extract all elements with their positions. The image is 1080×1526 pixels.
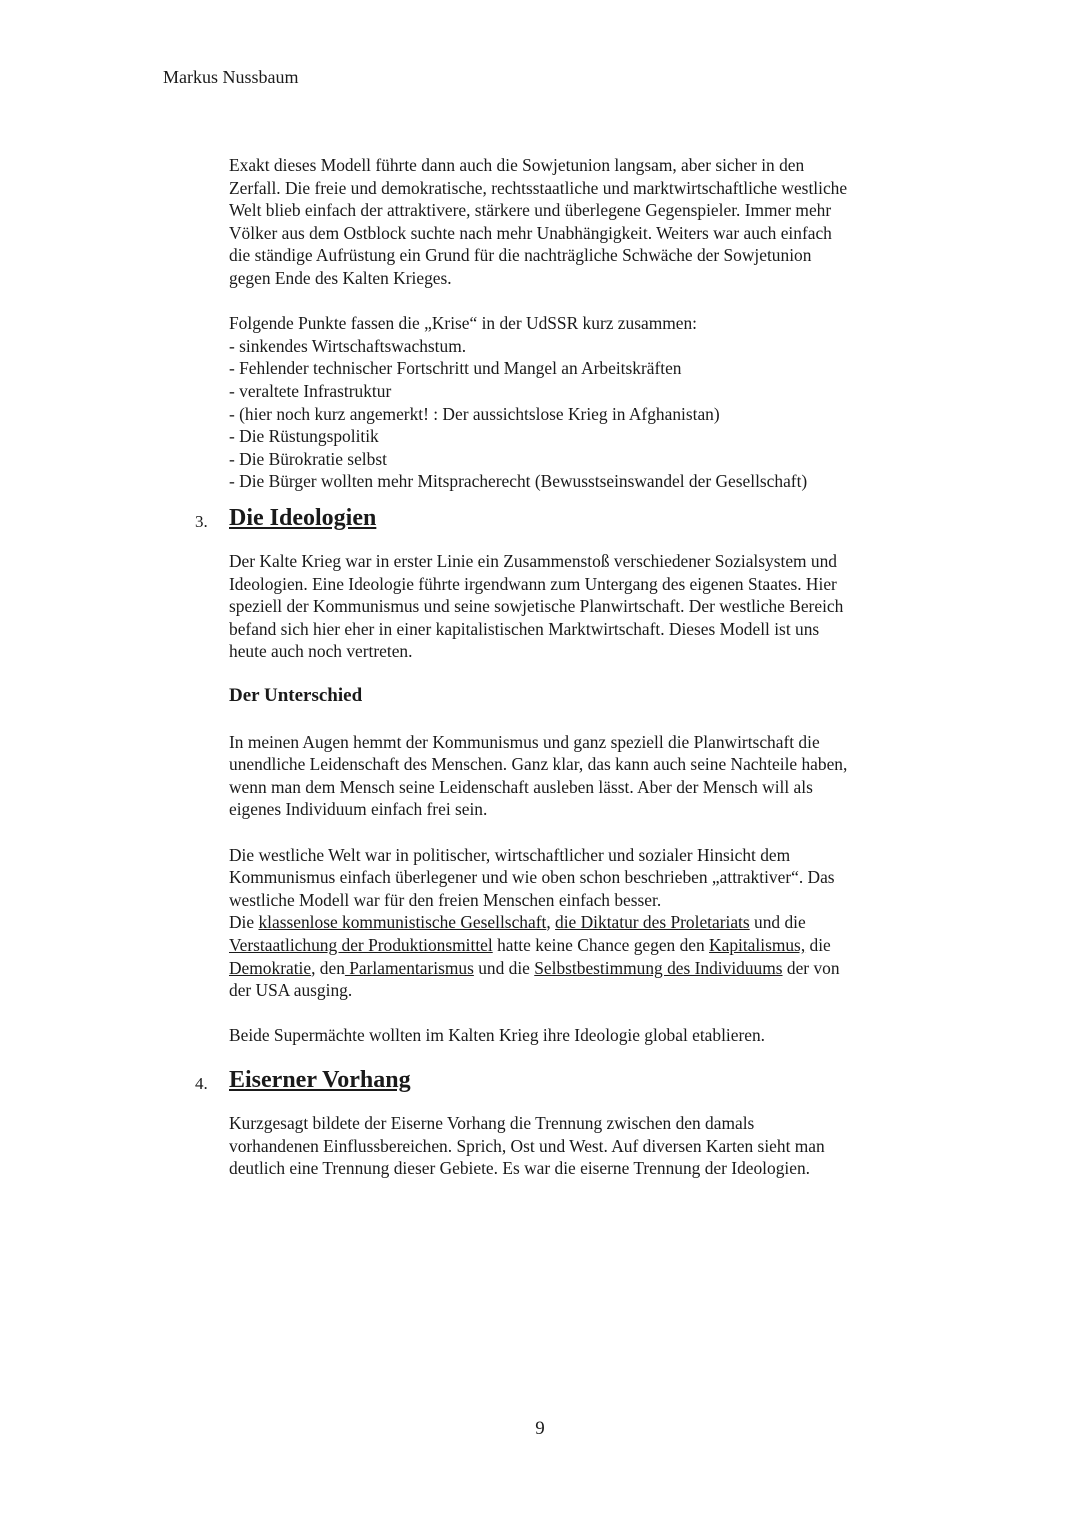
paragraph-iron-curtain: Kurzgesagt bildete der Eiserne Vorhang die Trennung zwischen den damals vorhandenen Einflussbereichen. Sprich, Ost und West. Auf diversen Karten sieht man deutlich eine Trennung dieser Gebiete. Es war die eiserne Trennung der Ideologien. <box>229 1112 825 1179</box>
crisis-list-item: - veraltete Infrastruktur <box>229 380 392 401</box>
text-run: , <box>546 912 556 933</box>
crisis-list-item: - Die Bürokratie selbst <box>229 448 387 469</box>
crisis-list-item: - (hier noch kurz angemerkt! : Der aussichtslose Krieg in Afghanistan) <box>229 403 720 424</box>
text-run: der von der USA ausging. <box>229 957 840 1001</box>
paragraph-ideologies: Der Kalte Krieg war in erster Linie ein Zusammenstoß verschiedener Sozialsystem und Ideologien. Eine Ideologie führte irgendwann zum Untergang des eigenen Staates. Hier speziell der Kommunismus und seine sowjetische Planwirtschaft. Der westliche Bereich befand sich hier eher in einer kapitalistischen Marktwirtschaft. Dieses Modell ist uns heute auch noch vertreten. <box>229 550 844 662</box>
underlined-term: Selbstbestimmung des Individuums <box>534 957 783 978</box>
author-header: Markus Nussbaum <box>163 67 299 87</box>
paragraph-superpowers: Beide Supermächte wollten im Kalten Krieg ihre Ideologie global etablieren. <box>229 1025 766 1046</box>
underlined-term: Parlamentarismus <box>344 957 474 978</box>
paragraph-soviet-decline: Exakt dieses Modell führte dann auch die Sowjetunion langsam, aber sicher in den Zerfall. Die freie und demokratische, rechtsstaatliche und marktwirtschaftliche westliche Welt blieb einfach der attraktivere, stärkere und überlegene Gegenspieler. Immer mehr Völker aus dem Ostblock suchte nach mehr Unabhängigkeit. Weiters war auch einfach die ständige Aufrüstung ein Grund für die nachträgliche Schwäche der Sowjetunion gegen Ende des Kalten Krieges. <box>229 155 848 288</box>
underlined-term: die Diktatur des Proletariats <box>555 912 750 933</box>
text-run: und die <box>754 912 806 933</box>
section-number: 3. <box>195 511 208 531</box>
underlined-term: klassenlose kommunistische Gesellschaft <box>258 912 547 933</box>
crisis-list-item: - Die Rüstungspolitik <box>229 426 379 447</box>
text-run: Die <box>229 912 259 933</box>
text-run: die <box>809 935 831 955</box>
section-title: Eiserner Vorhang <box>229 1066 411 1093</box>
text-run: hatte keine Chance gegen den <box>492 935 710 955</box>
page-number: 9 <box>535 1418 545 1439</box>
crisis-list-item: - Fehlender technischer Fortschritt und Mangel an Arbeitskräften <box>229 358 682 379</box>
underlined-term: Demokratie <box>229 957 312 978</box>
underlined-term: Kapitalismus, <box>709 935 806 955</box>
paragraph-western-world: Die westliche Welt war in politischer, wirtschaftlicher und sozialer Hinsicht dem Kommunismus einfach überlegener und wie oben schon beschrieben „attraktiver“. Das westliche Modell war für den freien Menschen einfach besser. <box>229 844 835 910</box>
section-3-heading <box>195 503 929 533</box>
text-run: und die <box>473 957 535 978</box>
crisis-intro: Folgende Punkte fassen die „Krise“ in der UdSSR kurz zusammen: <box>229 313 698 334</box>
section-number: 4. <box>195 1073 208 1093</box>
section-4-heading <box>195 1065 929 1095</box>
page-content <box>195 154 929 1180</box>
crisis-list-item: - sinkendes Wirtschaftswachstum. <box>229 335 467 356</box>
text-run: , den <box>311 957 345 978</box>
paragraph-communism-passion: In meinen Augen hemmt der Kommunismus und ganz speziell die Planwirtschaft die unendliche Leidenschaft des Menschen. Ganz klar, das kann auch seine Nachteile haben, wenn man dem Mensch seine Leidenschaft ausleben lässt. Aber der Mensch will als eigenes Individuum einfach frei sein. <box>229 731 848 820</box>
crisis-list-item: - Die Bürger wollten mehr Mitspracherecht (Bewusstseinswandel der Gesellschaft) <box>229 471 808 492</box>
subheading-difference: Der Unterschied <box>229 685 363 707</box>
paragraph-underlined-terms <box>229 911 929 1001</box>
section-title: Die Ideologien <box>229 504 377 531</box>
underlined-term: Verstaatlichung der Produktionsmittel <box>229 935 493 955</box>
